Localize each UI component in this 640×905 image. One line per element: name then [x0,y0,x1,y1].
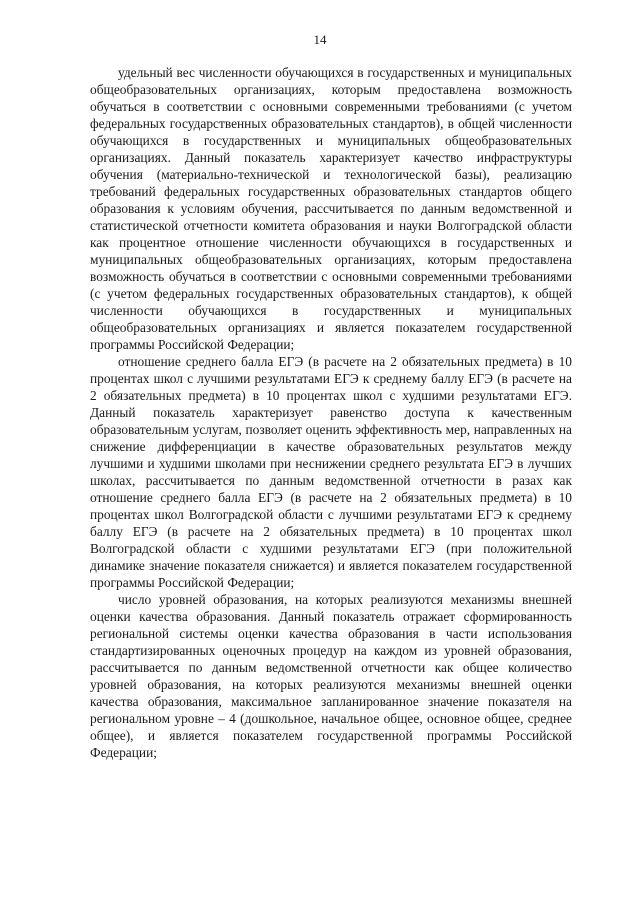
paragraph-assessment-levels-indicator: число уровней образования, на которых реализуются механизмы внешней оценки качества образования. Данный показатель отражает сформированность региональной системы оценки качества образования в части использования стандартизированных оценочных процедур на каждом из уровней образования, рассчитывается по данным ведомственной отчетности как общее количество уровней образования, на которых реализуются механизмы внешней оценки качества образования, максимальное запланированное значение показателя на региональном уровне – 4 (дошкольное, начальное общее, основное общее, среднее общее), и является показателем государственной программы Российской Федерации; [90,592,572,760]
body-text [90,64,572,761]
paragraph-ege-ratio-indicator: отношение среднего балла ЕГЭ (в расчете на 2 обязательных предмета) в 10 процентах школ с лучшими результатами ЕГЭ к среднему баллу ЕГЭ (в расчете на 2 обязательных предмета) в 10 процентах школ с худшими результатами ЕГЭ. Данный показатель характеризует равенство доступа к качественным образовательным услугам, позволяет оценить эффективность мер, направленных на снижение дифференциации в качестве образовательных результатов между лучшими и худшими школами при неснижении среднего результата ЕГЭ в лучших школах, рассчитывается по данным ведомственной отчетности в разах как отношение среднего балла ЕГЭ (в расчете на 2 обязательных предмета) в 10 процентах школ Волгоградской области с лучшими результатами ЕГЭ к среднему баллу ЕГЭ (в расчете на 2 обязательных предмета) в 10 процентах школ Волгоградской области с худшими результатами ЕГЭ (при положительной динамике значение показателя снижается) и является показателем государственной программы Российской Федерации; [90,354,572,590]
paragraph-infrastructure-indicator: удельный вес численности обучающихся в государственных и муниципальных общеобразовательных организациях, которым предоставлена возможность обучаться в соответствии с основными современными требованиями (с учетом федеральных государственных образовательных стандартов), в общей численности обучающихся в государственных и муниципальных общеобразовательных организациях. Данный показатель характеризует качество инфраструктуры обучения (материально-технической и технологической базы), реализацию требований федеральных государственных образовательных стандартов общего образования к условиям обучения, рассчитывается по данным ведомственной и статистической отчетности комитета образования и науки Волгоградской области как процентное отношение численности обучающихся в государственных и муниципальных общеобразовательных организациях, которым предоставлена возможность обучаться в соответствии с основными современными требованиями (с учетом федеральных государственных образовательных стандартов), к общей численности обучающихся в государственных и муниципальных общеобразовательных организациях и является показателем государственной программы Российской Федерации; [90,65,572,352]
page-number: 14 [313,32,327,47]
